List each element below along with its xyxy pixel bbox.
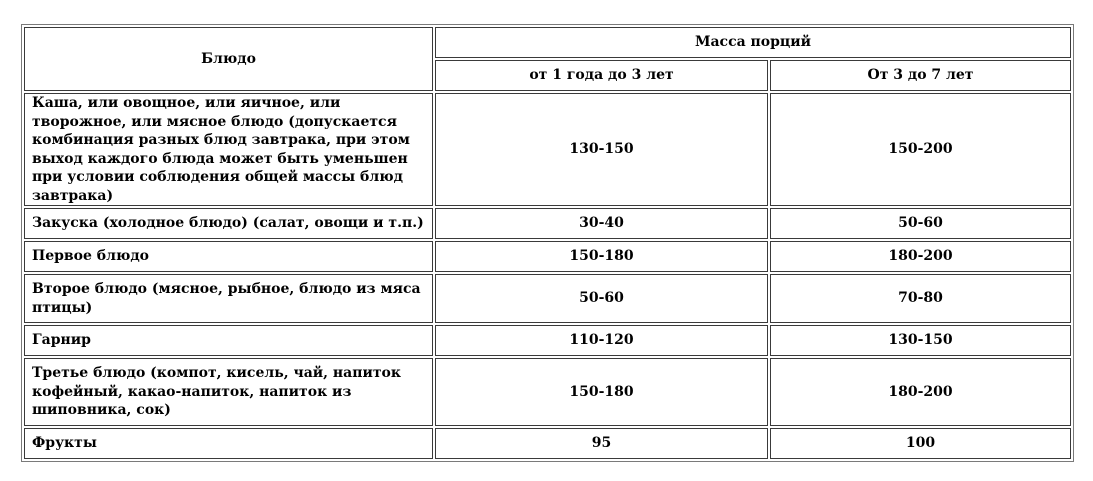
mass-1-3-cell: 130-150 <box>435 93 768 206</box>
dish-cell: Каша, или овощное, или яичное, или творожное, или мясное блюдо (допускается комбинация разных блюд завтрака, при этом выход каждого блюда может быть уменьшен при условии соблюдения общей массы блюд завтрака) <box>24 93 433 206</box>
portion-mass-table <box>21 24 1074 462</box>
mass-3-7-cell: 70-80 <box>770 274 1071 323</box>
header-age-1-3: от 1 года до 3 лет <box>435 60 768 91</box>
header-dish: Блюдо <box>24 27 433 91</box>
table-row <box>24 241 1071 272</box>
mass-3-7-cell: 50-60 <box>770 208 1071 239</box>
mass-1-3-cell: 110-120 <box>435 325 768 356</box>
table-row <box>24 93 1071 206</box>
dish-cell: Второе блюдо (мясное, рыбное, блюдо из мяса птицы) <box>24 274 433 323</box>
dish-cell: Гарнир <box>24 325 433 356</box>
table-row <box>24 428 1071 459</box>
portion-table-container <box>21 24 1072 462</box>
dish-cell: Третье блюдо (компот, кисель, чай, напиток кофейный, какао-напиток, напиток из шиповника, сок) <box>24 358 433 426</box>
mass-1-3-cell: 150-180 <box>435 241 768 272</box>
mass-3-7-cell: 130-150 <box>770 325 1071 356</box>
dish-cell: Закуска (холодное блюдо) (салат, овощи и т.п.) <box>24 208 433 239</box>
header-age-3-7: От 3 до 7 лет <box>770 60 1071 91</box>
table-header-row <box>24 27 1071 58</box>
header-portion-mass: Масса порций <box>435 27 1071 58</box>
table-row <box>24 274 1071 323</box>
mass-1-3-cell: 95 <box>435 428 768 459</box>
mass-1-3-cell: 50-60 <box>435 274 768 323</box>
table-row <box>24 208 1071 239</box>
mass-3-7-cell: 100 <box>770 428 1071 459</box>
table-row <box>24 358 1071 426</box>
mass-1-3-cell: 30-40 <box>435 208 768 239</box>
table-row <box>24 325 1071 356</box>
mass-3-7-cell: 180-200 <box>770 241 1071 272</box>
dish-cell: Первое блюдо <box>24 241 433 272</box>
mass-1-3-cell: 150-180 <box>435 358 768 426</box>
mass-3-7-cell: 180-200 <box>770 358 1071 426</box>
dish-cell: Фрукты <box>24 428 433 459</box>
mass-3-7-cell: 150-200 <box>770 93 1071 206</box>
